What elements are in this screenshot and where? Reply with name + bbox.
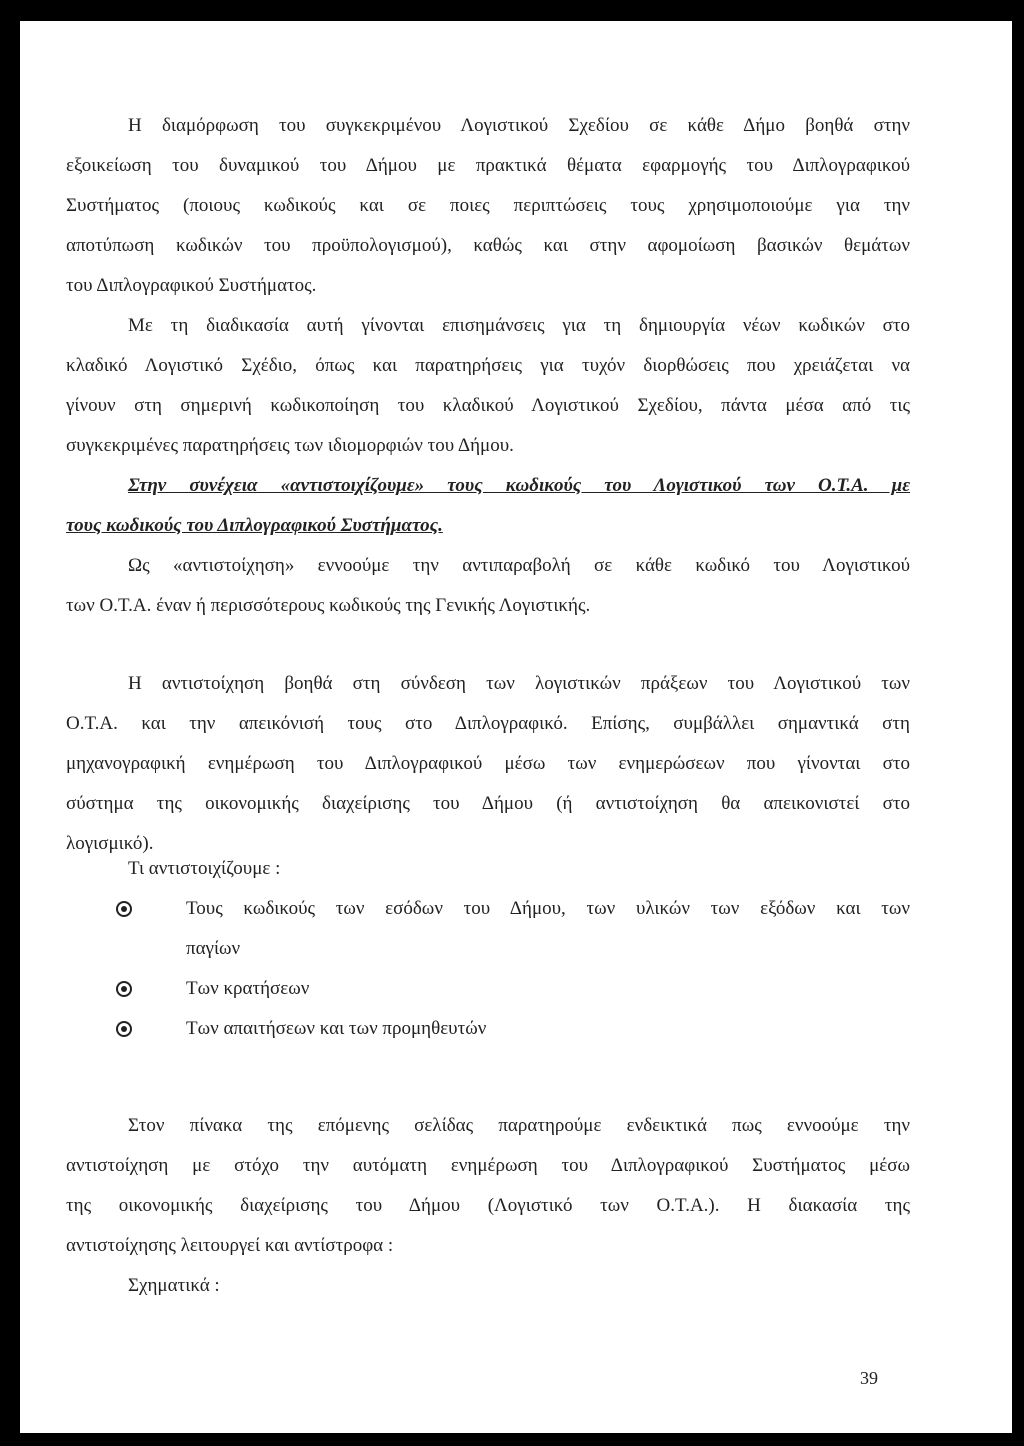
- text-line: σύστημα της οικονομικής διαχείρισης του Δήμου (ή αντιστοίχηση θα απεικονιστεί στο: [66, 793, 910, 814]
- list-item: [66, 969, 910, 1009]
- list-item-text: Των απαιτήσεων και των προμηθευτών: [186, 1018, 487, 1039]
- heading-line: Στην συνέχεια «αντιστοιχίζουμε» τους κωδικούς του Λογιστικού των Ο.Τ.Α. με: [128, 475, 910, 496]
- text-line: Στον πίνακα της επόμενης σελίδας παρατηρούμε ενδεικτικά πως εννοούμε την: [128, 1115, 910, 1136]
- text-line: αντιστοίχησης λειτουργεί και αντίστροφα :: [66, 1235, 394, 1256]
- text-line: Ως «αντιστοίχηση» εννοούμε την αντιπαραβολή σε κάθε κωδικό του Λογιστικού: [128, 555, 910, 576]
- text-line: Η διαμόρφωση του συγκεκριμένου Λογιστικού Σχεδίου σε κάθε Δήμο βοηθά στην: [128, 115, 910, 136]
- text-line: Η αντιστοίχηση βοηθά στη σύνδεση των λογιστικών πράξεων του Λογιστικού των: [128, 673, 910, 694]
- list-item-continuation: [66, 929, 910, 969]
- target-bullet-icon: [116, 981, 132, 997]
- text-line: Ο.Τ.Α. και την απεικόνισή τους στο Διπλογραφικό. Επίσης, συμβάλλει σημαντικά στη: [66, 713, 910, 734]
- list-item-text: παγίων: [186, 938, 241, 959]
- text-line: λογισμικό).: [66, 833, 154, 854]
- section-heading: [66, 466, 910, 546]
- list-item-text: Των κρατήσεων: [186, 978, 310, 999]
- target-bullet-icon: [116, 901, 132, 917]
- paragraph-procedure: [66, 306, 910, 466]
- text-line: της οικονομικής διαχείρισης του Δήμου (Λογιστικό των Ο.Τ.Α.). Η διακασία της: [66, 1195, 910, 1216]
- list-item: [66, 1009, 910, 1049]
- mapping-list: [66, 849, 910, 1049]
- paragraph-definition: [66, 546, 910, 626]
- target-bullet-icon: [116, 1021, 132, 1037]
- heading-line: τους κωδικούς του Διπλογραφικού Συστήματος.: [66, 515, 443, 536]
- list-intro: Τι αντιστοιχίζουμε :: [128, 858, 281, 879]
- text-line: του Διπλογραφικού Συστήματος.: [66, 275, 317, 296]
- text-line: κλαδικό Λογιστικό Σχέδιο, όπως και παρατηρήσεις για τυχόν διορθώσεις που χρειάζεται να: [66, 355, 910, 376]
- document-page: [20, 21, 1012, 1433]
- text-line: αντιστοίχηση με στόχο την αυτόματη ενημέρωση του Διπλογραφικού Συστήματος μέσω: [66, 1155, 910, 1176]
- paragraph-intro: [66, 106, 910, 306]
- text-line: γίνουν στη σημερινή κωδικοποίηση του κλαδικού Λογιστικού Σχεδίου, πάντα μέσα από τις: [66, 395, 910, 416]
- text-line: Συστήματος (ποιους κωδικούς και σε ποιες περιπτώσεις τους χρησιμοποιούμε για την: [66, 195, 910, 216]
- list-item: [66, 889, 910, 929]
- list-item-text: Τους κωδικούς των εσόδων του Δήμου, των υλικών των εξόδων και των: [186, 898, 910, 919]
- text-line: εξοικείωση του δυναμικού του Δήμου με πρακτικά θέματα εφαρμογής του Διπλογραφικού: [66, 155, 910, 176]
- page-number: 39: [860, 1368, 878, 1388]
- text-line: των Ο.Τ.Α. έναν ή περισσότερους κωδικούς της Γενικής Λογιστικής.: [66, 595, 591, 616]
- text-line: αποτύπωση κωδικών του προϋπολογισμού), καθώς και στην αφομοίωση βασικών θεμάτων: [66, 235, 910, 256]
- text-line: Με τη διαδικασία αυτή γίνονται επισημάνσεις για τη δημιουργία νέων κωδικών στο: [128, 315, 910, 336]
- paragraph-benefits: [66, 664, 910, 864]
- schematic-label: Σχηματικά :: [128, 1275, 220, 1296]
- paragraph-table-note: [66, 1106, 910, 1306]
- text-line: μηχανογραφική ενημέρωση του Διπλογραφικού μέσω των ενημερώσεων που γίνονται στο: [66, 753, 910, 774]
- text-line: συγκεκριμένες παρατηρήσεις των ιδιομορφιών του Δήμου.: [66, 435, 514, 456]
